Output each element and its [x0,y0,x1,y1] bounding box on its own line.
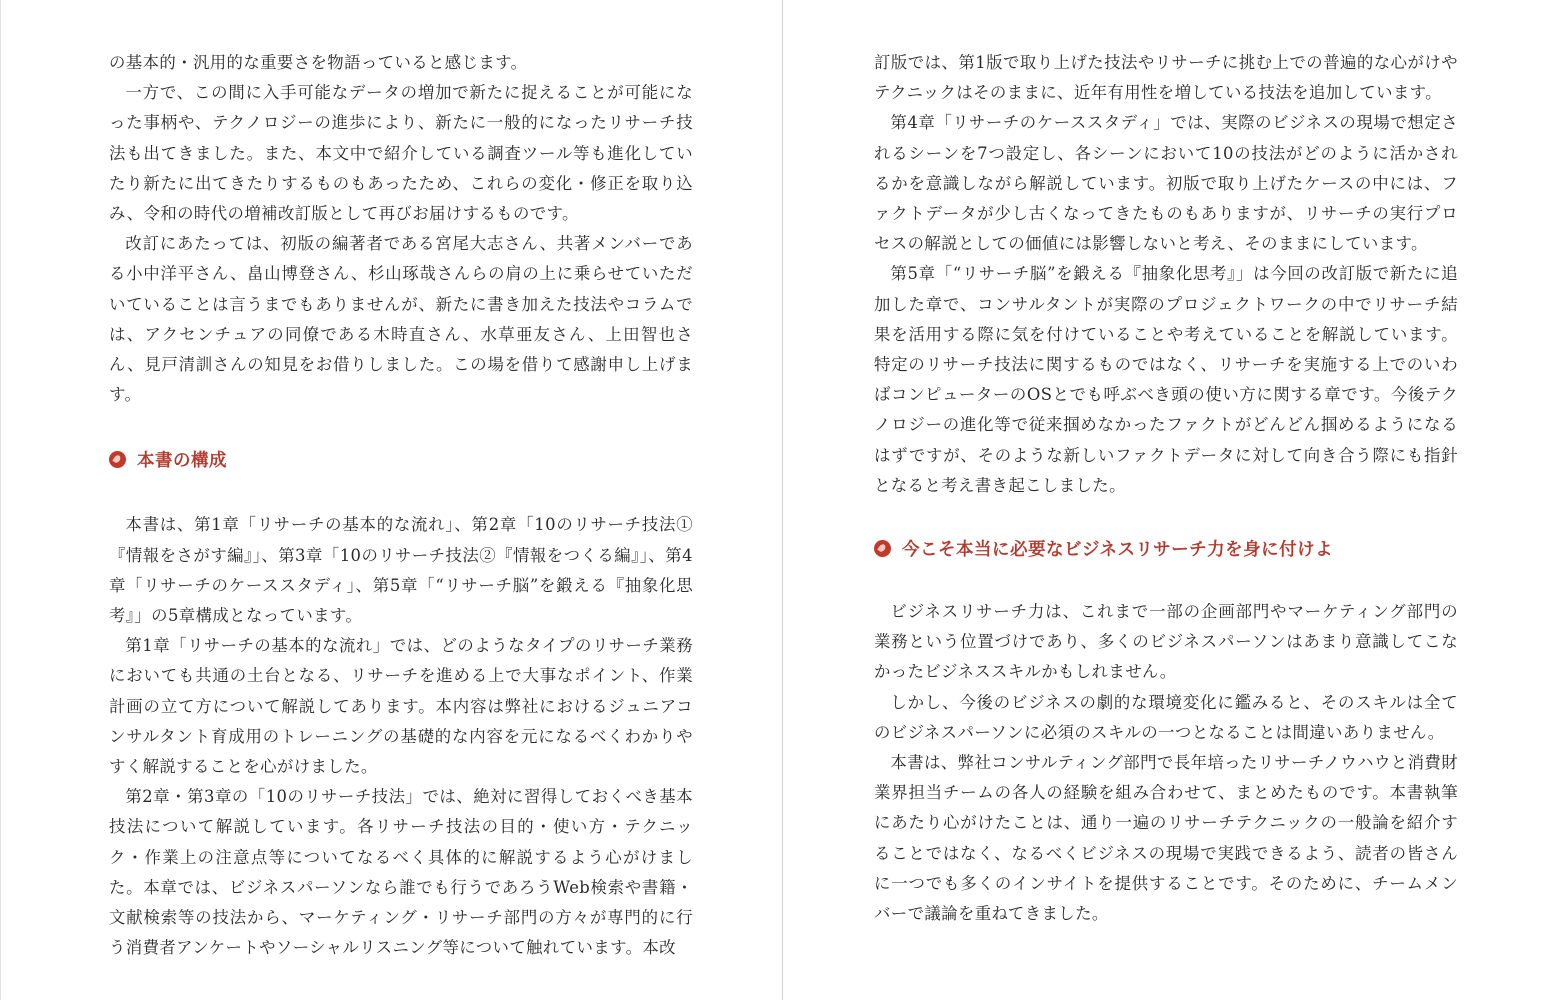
paragraph: 第1章「リサーチの基本的な流れ」では、どのようなタイプのリサーチ業務においても共通の土台となる、リサーチを進める上で大事なポイント、作業計画の立て方について解説してあります。本内容は弊社におけるジュニアコンサルタント育成用のトレーニングの基礎的な内容を元になるべくわかりやすく解説することを心がけました。 [109,636,693,777]
paragraph: の基本的・汎用的な重要さを物語っていると感じます。 [109,53,528,72]
page-gutter [782,0,783,1000]
left-page [109,48,693,963]
section-heading-text: 今こそ本当に必要なビジネスリサーチ力を身に付けよ [902,539,1334,560]
section-heading [874,535,1458,561]
paragraph: 改訂にあたっては、初版の編著者である宮尾大志さん、共著メンバーである小中洋平さん、畠山博登さん、杉山琢哉さんらの肩の上に乗らせていただいていることは言うまでもありませんが、新たに書き加えた技法やコラムでは、アクセンチュアの同僚である木時直さん、水草亜友さん、上田智也さん、見戸清訓さんの知見をお借りしました。この場を借りて感謝申し上げます。 [109,234,693,405]
paragraph: 第4章「リサーチのケーススタディ」では、実際のビジネスの現場で想定されるシーンを7つ設定し、各シーンにおいて10の技法がどのように活かされるかを意識しながら解説しています。初版で取り上げたケースの中には、ファクトデータが少し古くなってきたものもありますが、リサーチの実行プロセスの解説としての価値には影響しないと考え、そのままにしています。 [874,113,1458,254]
paragraph: 本書は、弊社コンサルティング部門で長年培ったリサーチノウハウと消費財業界担当チームの各人の経験を組み合わせて、まとめたものです。本書執筆にあたり心がけたことは、通り一遍のリサーチテクニックの一般論を紹介することではなく、なるべくビジネスの現場で実践できるよう、読者の皆さんに一つでも多くのインサイトを提供することです。そのために、チームメンバーで議論を重ねてきました。 [874,753,1458,924]
paragraph: 本書は、第1章「リサーチの基本的な流れ」、第2章「10のリサーチ技法①『情報をさがす編』」、第3章「10のリサーチ技法②『情報をつくる編』」、第4章「リサーチのケーススタディ」、第5章「“リサーチ脳”を鍛える『抽象化思考』」の5章構成となっています。 [109,515,693,626]
paragraph: 第5章「“リサーチ脳”を鍛える『抽象化思考』」は今回の改訂版で新たに追加した章で、コンサルタントが実際のプロジェクトワークの中でリサーチ結果を活用する際に気を付けていることや考えていることを解説しています。特定のリサーチ技法に関するものではなく、リサーチを実施する上でのいわばコンピューターのOSとでも呼ぶべき頭の使い方に関する章です。今後テクノロジーの進化等で従来掴めなかったファクトがどんどん掴めるようになるはずですが、そのような新しいファクトデータに対して向き合う際にも指針となると考え書き起こしました。 [874,264,1458,495]
section-heading-text: 本書の構成 [137,450,227,471]
paragraph: 第2章・第3章の「10のリサーチ技法」では、絶対に習得しておくべき基本技法について解説しています。各リサーチ技法の目的・使い方・テクニック・作業上の注意点等についてなるべく具体的に解説するよう心がけました。本章では、ビジネスパーソンなら誰でも行うであろうWeb検索や書籍・文献検索等の技法から、マーケティング・リサーチ部門の方々が専門的に行う消費者アンケートやソーシャルリスニング等について触れています。本改 [109,787,693,958]
paragraph: しかし、今後のビジネスの劇的な環境変化に鑑みると、そのスキルは全てのビジネスパーソンに必須のスキルの一つとなることは間違いありません。 [874,692,1458,742]
section-heading [109,446,693,472]
paragraph: 訂版では、第1版で取り上げた技法やリサーチに挑む上での普遍的な心がけやテクニックはそのままに、近年有用性を増している技法を追加しています。 [874,53,1458,103]
paragraph: 一方で、この間に入手可能なデータの増加で新たに捉えることが可能になった事柄や、テクノロジーの進歩により、新たに一般的になったリサーチ技法も出てきました。また、本文中で紹介している調査ツール等も進化していたり新たに出てきたりするものもあったため、これらの変化・修正を取り込み、令和の時代の増補改訂版として再びお届けするものです。 [109,83,693,224]
leaf-bullet-icon [874,540,891,557]
page-edge [0,0,1,1000]
paragraph: ビジネスリサーチ力は、これまで一部の企画部門やマーケティング部門の業務という位置づけであり、多くのビジネスパーソンはあまり意識してこなかったビジネススキルかもしれません。 [874,602,1458,682]
right-page [874,48,1458,929]
leaf-bullet-icon [109,451,126,468]
